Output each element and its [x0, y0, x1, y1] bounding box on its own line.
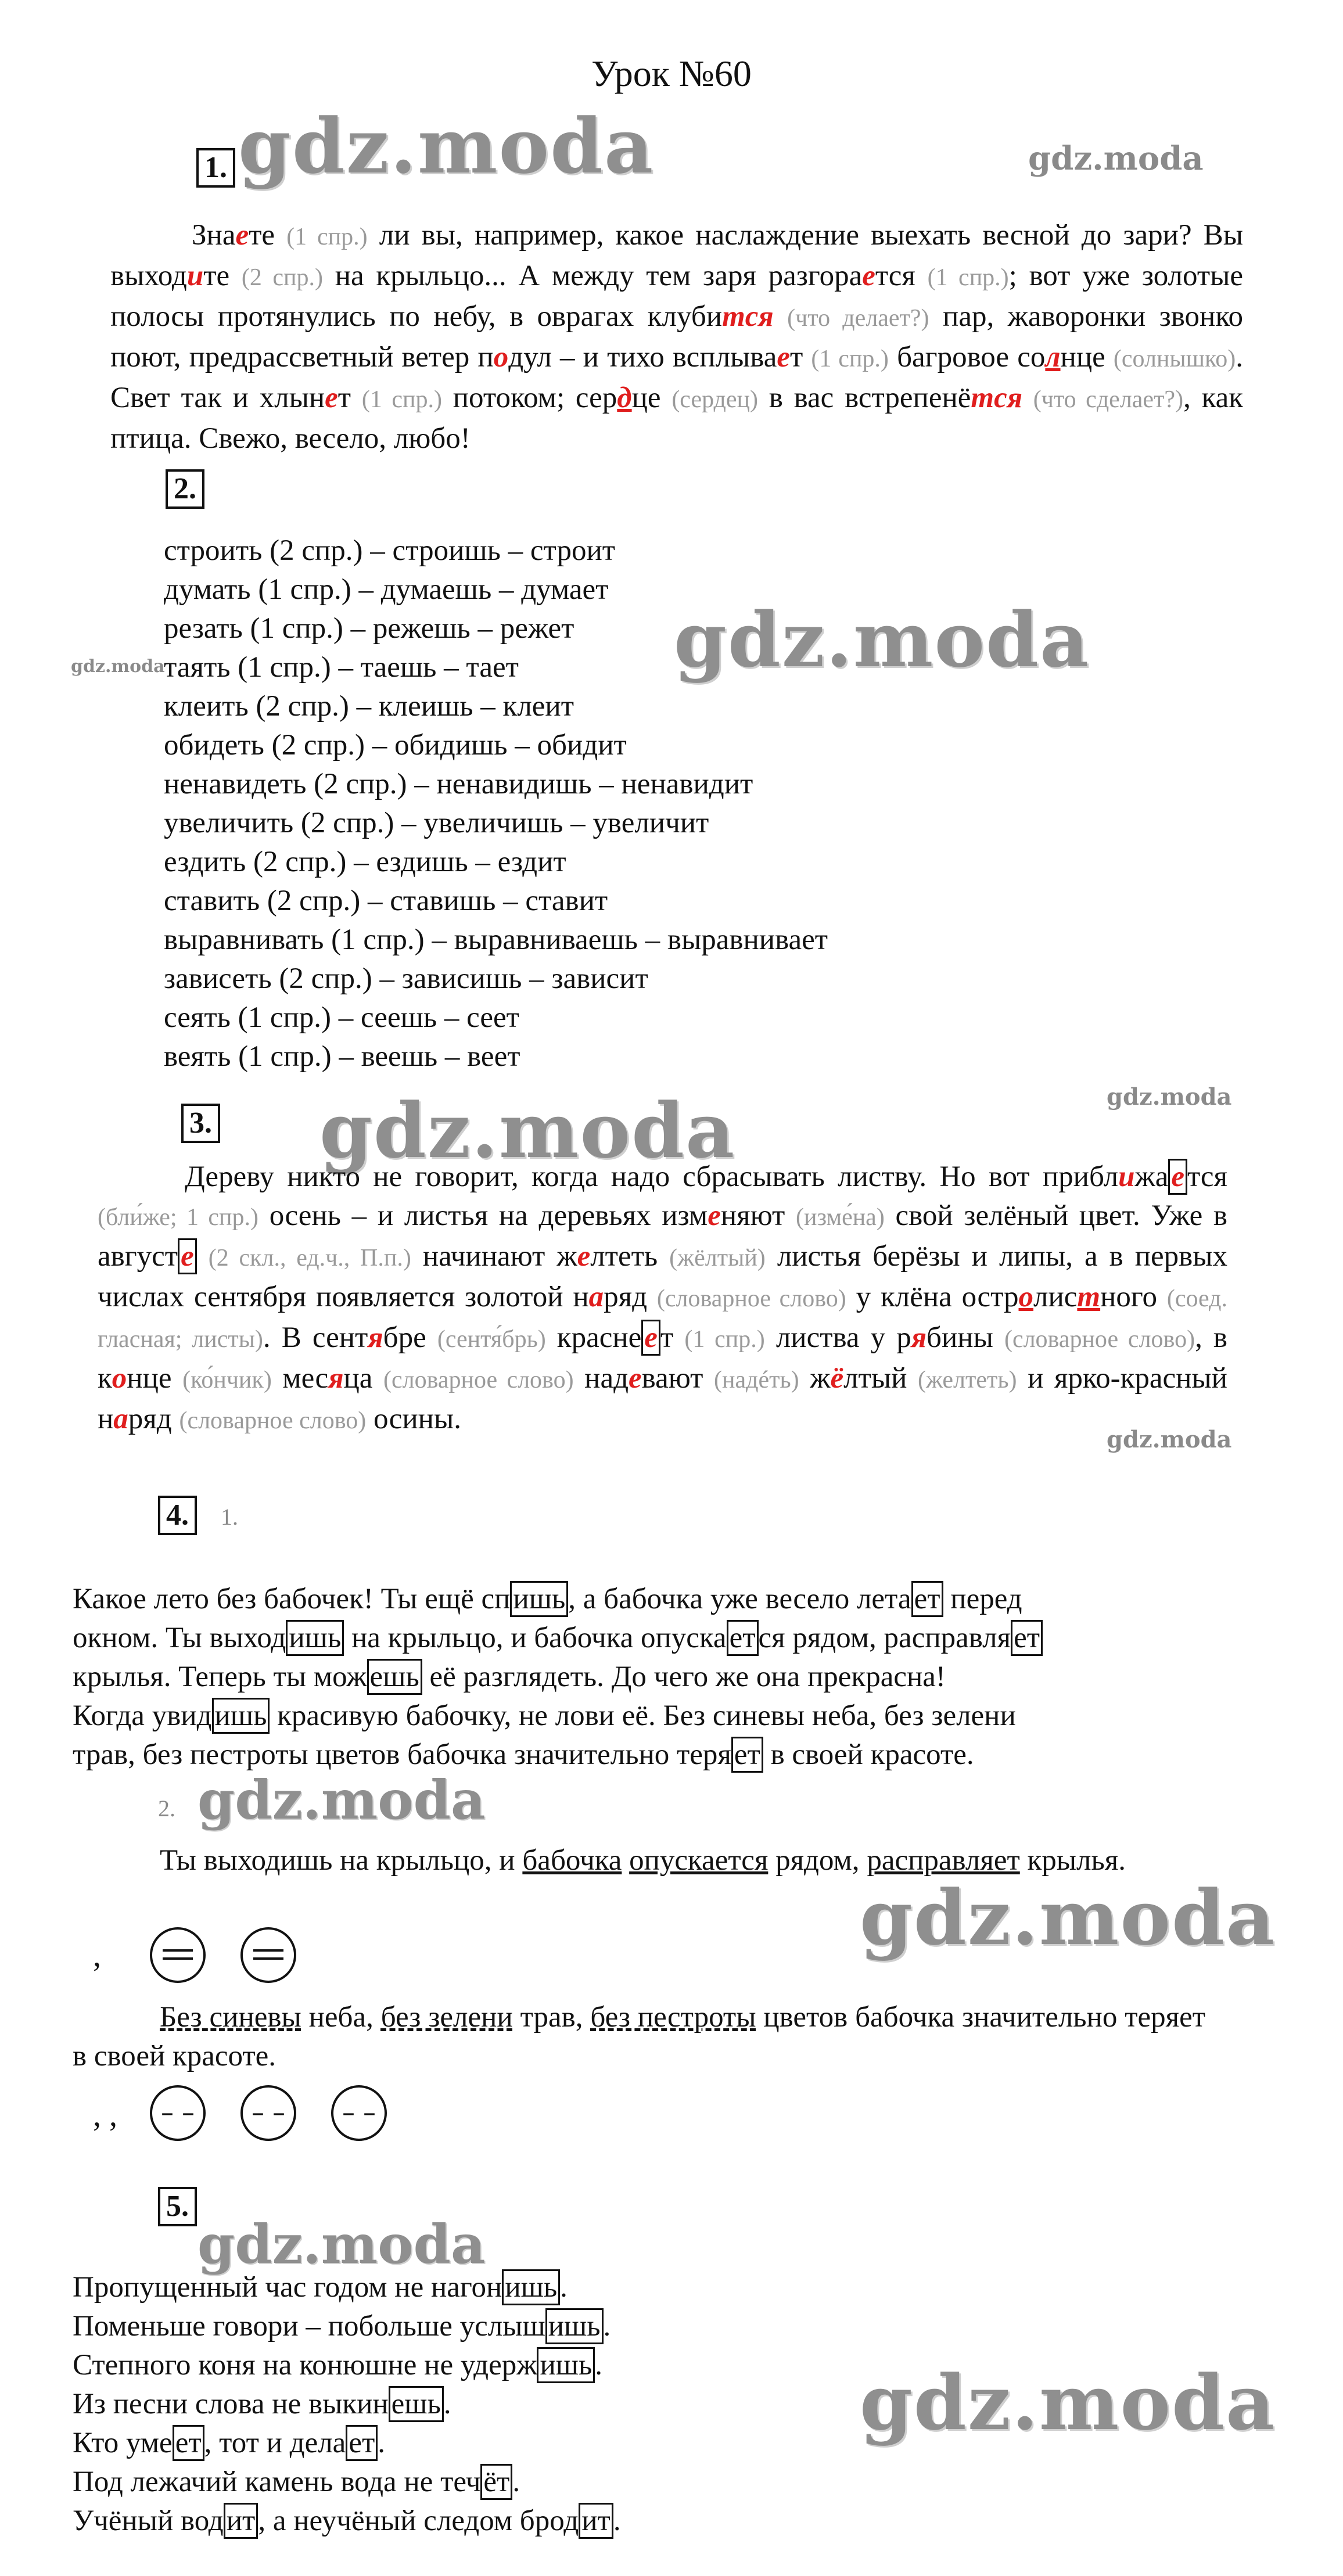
list-item: сеять (1 спр.) – сеешь – сеет — [164, 1001, 519, 1034]
list-item: таять (1 спр.) – таешь – тает — [164, 651, 519, 684]
exercise-5-proverbs — [73, 2268, 621, 2541]
list-item: думать (1 спр.) – думаешь – думает — [164, 573, 609, 606]
list-item: зависеть (2 спр.) – зависишь – зависит — [164, 962, 648, 995]
list-item: ставить (2 спр.) – ставишь – ставит — [164, 885, 608, 917]
scheme-circle-adverbial: – – — [150, 2085, 206, 2141]
exercise-3-text: Дереву никто не говорит, когда надо сбрасывать листву. Но вот приближается (бли́же; 1 спр.) осень – и листья на деревьях изменяют (изме́на) свой зелёный цвет. Уже в август‌е (2 скл., ед.ч., П.п.) начинают желтеть (жёлтый) листья берёзы и липы, а в первых числах сентября появляется золотой наряд (словарное слово) у клёна остролистного (соед. гласная; листы). В сентябре (сентя́брь) краснеет (1 спр.) листва у рябины (словарное слово), в конце (ко́нчик) месяца (словарное слово) надевают (надéть) жёлтый (желтеть) и ярко-красный наряд (словарное слово) осины. — [98, 1158, 1227, 1440]
scheme-circle-adverbial: – – — [240, 2085, 296, 2141]
scheme-comma: , — [93, 1938, 101, 1974]
list-item: Под лежачий камень вода не течёт. — [73, 2463, 621, 2502]
exercise-4-sentence-2: Без синевы неба, без зелени трав, без пестроты цветов бабочка значительно теряет в своей красоте. — [73, 2001, 1206, 2072]
exercise-4-text: Какое лето без бабочек! Ты ещё спишь, а бабочка уже весело летает перед окном. Ты выходишь на крыльцо, и бабочка опускается рядом, расправляет крылья. Теперь ты можешь её разглядеть. До чего же она прекрасна! Когда увидишь красивую бабочку, не лови её. Без синевы неба, без зелени трав, без пестроты цветов бабочка значительно теряет в своей красоте. — [73, 1580, 1043, 1774]
scheme-circle-predicate — [150, 1927, 206, 1983]
list-item: ненавидеть (2 спр.) – ненавидишь – ненавидит — [164, 768, 753, 800]
list-item: клеить (2 спр.) – клеишь – клеит — [164, 690, 574, 723]
watermark: gdz.moda — [1028, 139, 1204, 178]
list-item: веять (1 спр.) – веешь – веет — [164, 1040, 520, 1073]
watermark: gdz.moda — [71, 656, 165, 677]
list-item: увеличить (2 спр.) – увеличишь – увеличит — [164, 807, 709, 839]
list-item: ездить (2 спр.) – ездишь – ездит — [164, 846, 566, 878]
exercise-1-text: Знаете (1 спр.) ли вы, например, какое наслаждение выехать весной до зари? Вы выходите (2 спр.) на крыльцо... А между тем заря разгорается (1 спр.); вот уже золотые полосы протянулись по небу, в оврагах клубится (что делает?) пар, жаворонки звонко поют, предрассветный ветер подул – и тихо всплывает (1 спр.) багровое солнце (солнышко). Свет так и хлынет (1 спр.) потоком; сердце (сердец) в вас встрепенётся (что сделает?), как птица. Свежо, весело, любо! — [110, 219, 1244, 455]
watermark: gdz.moda — [1107, 1426, 1232, 1453]
subsection-number: 1. — [221, 1504, 238, 1530]
section-number: 4. — [158, 1496, 197, 1535]
list-item: резать (1 спр.) – режешь – режет — [164, 612, 574, 645]
scheme-circle-predicate — [240, 1927, 296, 1983]
scheme-circle-adverbial: – – — [331, 2085, 387, 2141]
exercise-2-list — [164, 531, 828, 1076]
watermark: gdz.moda — [860, 2358, 1276, 2447]
watermark: gdz.moda — [198, 2213, 486, 2276]
list-item: Учёный водит, а неучёный следом бродит. — [73, 2502, 621, 2541]
watermark: gdz.moda — [198, 1769, 486, 1831]
watermark: gdz.moda — [319, 1086, 736, 1175]
subsection-number: 2. — [158, 1795, 175, 1821]
section-number: 5. — [158, 2187, 197, 2226]
section-number: 3. — [181, 1104, 220, 1143]
watermark: gdz.moda — [674, 595, 1090, 684]
list-item: Степного коня на конюшне не удержишь. — [73, 2346, 621, 2385]
section-number: 1. — [196, 148, 235, 188]
watermark: gdz.moda — [1107, 1083, 1232, 1111]
list-item: Поменьше говори – побольше услышишь. — [73, 2307, 621, 2346]
section-number: 2. — [166, 469, 204, 509]
page-title: Урок №60 — [591, 53, 752, 94]
list-item: обидеть (2 спр.) – обидишь – обидит — [164, 729, 627, 761]
exercise-4-sentence-1: Ты выходишь на крыльцо, и бабочка опускается рядом, расправляет крылья. — [160, 1844, 1126, 1877]
list-item: Пропущенный час годом не нагонишь. — [73, 2268, 621, 2307]
watermark: gdz.moda — [238, 102, 655, 191]
watermark: gdz.moda — [860, 1873, 1276, 1962]
scheme-commas: , , — [93, 2097, 117, 2133]
list-item: Из песни слова не выкинешь. — [73, 2385, 621, 2424]
list-item: Кто умеет, тот и делает. — [73, 2424, 621, 2463]
list-item: выравнивать (1 спр.) – выравниваешь – выравнивает — [164, 924, 828, 956]
list-item: строить (2 спр.) – строишь – строит — [164, 534, 616, 567]
